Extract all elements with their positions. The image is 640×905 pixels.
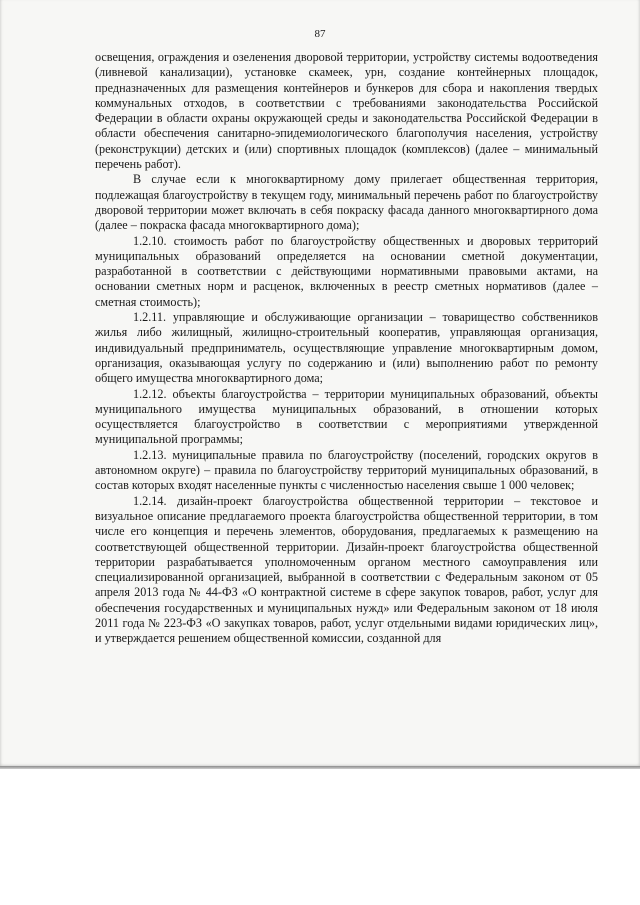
paragraph-1-2-11: 1.2.11. управляющие и обслуживающие организации – товарищество собственников жилья либо жилищный, жилищно-строительный кооператив, управляющая организация, индивидуальный предприниматель, осуществляющие управление многоквартирным домом, организация, оказывающая услугу по содержанию и (или) выполнению работ по ремонту общего имущества многоквартирного дома; xyxy=(95,310,598,386)
page-bottom-edge xyxy=(0,766,640,769)
document-body xyxy=(95,50,598,647)
paragraph-continuation: освещения, ограждения и озеленения дворовой территории, устройству системы водоотведения (ливневой канализации), установке скамеек, урн, создание контейнерных площадок, предназначенных для размещения контейнеров и бункеров для сбора и накопления твердых коммунальных отходов, в соответствии с требованиями законодательства Российской Федерации в области охраны окружающей среды и законодательства Российской Федерации в области обеспечения санитарно-эпидемиологического благополучия населения, устройству (реконструкции) детских и (или) спортивных площадок (комплексов) (далее – минимальный перечень работ). xyxy=(95,50,598,172)
paragraph-facade-painting: В случае если к многоквартирному дому прилегает общественная территория, подлежащая благоустройству в текущем году, минимальный перечень работ по благоустройству дворовой территории может включать в себя покраску фасада данного многоквартирного дома (далее – покраска фасада многоквартирного дома); xyxy=(95,172,598,233)
paragraph-1-2-14: 1.2.14. дизайн-проект благоустройства общественной территории – текстовое и визуальное описание предлагаемого проекта благоустройства общественной территории, в том числе его концепция и перечень элементов, оборудования, предлагаемых к размещению на соответствующей общественной территории. Дизайн-проект благоустройства общественной территории разрабатывается уполномоченным органом местного самоуправления или специализированной организацией, выбранной в соответствии с Федеральным законом от 05 апреля 2013 года № 44-ФЗ «О контрактной системе в сфере закупок товаров, работ, услуг для обеспечения государственных и муниципальных нужд» или Федеральным законом от 18 июля 2011 года № 223-ФЗ «О закупках товаров, работ, услуг отдельными видами юридических лиц», и утверждается решением общественной комиссии, созданной для xyxy=(95,493,598,646)
paragraph-1-2-13: 1.2.13. муниципальные правила по благоустройству (поселений, городских округов в автономном округе) – правила по благоустройству территорий муниципальных образований, в состав которых входят населенные пункты с численностью населения свыше 1 000 человек; xyxy=(95,447,598,493)
paragraph-1-2-10: 1.2.10. стоимость работ по благоустройству общественных и дворовых территорий муниципальных образований определяется на основании сметной документации, разработанной в соответствии с действующими нормативными правовыми актами, на основании сметных норм и расценок, включенных в реестр сметных нормативов (далее – сметная стоимость); xyxy=(95,233,598,309)
page-number: 87 xyxy=(314,28,326,40)
paragraph-1-2-12: 1.2.12. объекты благоустройства – территории муниципальных образований, объекты муниципального имущества муниципальных образований, в отношении которых осуществляется благоустройство в соответствии с мероприятиями утвержденной муниципальной программы; xyxy=(95,386,598,447)
